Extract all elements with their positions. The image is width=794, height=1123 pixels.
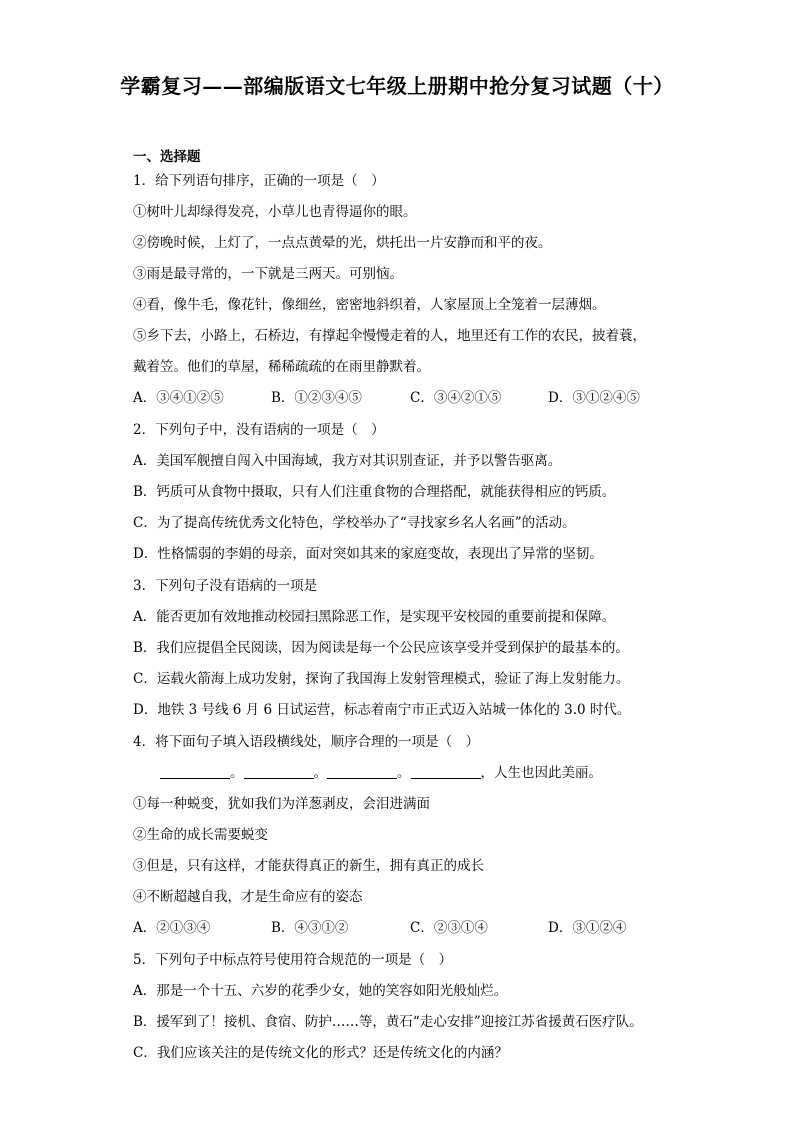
q5-option-a[interactable]: A．那是一个十五、六岁的花季少女，她的笑容如阳光般灿烂。 (133, 983, 508, 999)
question-5-stem: 5．下列句子中标点符号使用符合规范的一项是（ ） (133, 952, 453, 968)
question-1-stem: 1．给下列语句排序，正确的一项是（ ） (133, 173, 385, 189)
q1-option-c[interactable]: C．③④②①⑤ (410, 390, 502, 406)
section-heading: 一、选择题 (133, 149, 201, 165)
q2-option-d[interactable]: D．性格懦弱的李娟的母亲，面对突如其来的家庭变故，表现出了异常的坚韧。 (133, 546, 603, 562)
q1-sentence-2: ②傍晚时候，上灯了，一点点黄晕的光，烘托出一片安静而和平的夜。 (133, 235, 552, 251)
q3-option-c[interactable]: C．运载火箭海上成功发射，探询了我国海上发射管理模式，验证了海上发射能力。 (133, 671, 630, 687)
blank-3[interactable] (327, 764, 397, 779)
question-3-stem: 3．下列句子没有语病的一项是 (133, 578, 318, 594)
blank-1[interactable] (160, 764, 230, 779)
q4-sentence-3: ③但是，只有这样，才能获得真正的新生，拥有真正的成长 (133, 858, 484, 874)
q4-sentence-1: ①每一种蜕变，犹如我们为洋葱剥皮，会泪进满面 (133, 796, 430, 812)
q4-option-c[interactable]: C．②③①④ (410, 920, 488, 936)
q4-sentence-4: ④不断超越自我，才是生命应有的姿态 (133, 889, 363, 905)
q4-option-b[interactable]: B．④③①② (271, 920, 349, 936)
q3-option-b[interactable]: B．我们应提倡全民阅读，因为阅读是每一个公民应该享受并受到保护的最基本的。 (133, 640, 629, 656)
q3-option-a[interactable]: A．能否更加有效地推动校园扫黑除恶工作，是实现平安校园的重要前提和保障。 (133, 609, 616, 625)
q1-sentence-5a: ⑤乡下去，小路上，石桥边，有撑起伞慢慢走着的人，地里还有工作的农民，披着蓑， (133, 328, 646, 344)
q3-option-d[interactable]: D．地铁 3 号线 6 月 6 日试运营，标志着南宁市正式迈入站城一体化的 3.0 时代。 (133, 702, 631, 718)
q1-sentence-1: ①树叶儿却绿得发亮，小草儿也青得逼你的眼。 (133, 204, 417, 220)
q4-option-a[interactable]: A．②①③④ (133, 920, 211, 936)
q2-option-a[interactable]: A．美国军舰擅自闯入中国海域，我方对其识别查证，并予以警告驱离。 (133, 453, 562, 469)
q2-option-b[interactable]: B．钙质可从食物中摄取，只有人们注重食物的合理搭配，就能获得相应的钙质。 (133, 484, 616, 500)
q1-sentence-4: ④看，像牛毛，像花针，像细丝，密密地斜织着，人家屋顶上全笼着一层薄烟。 (133, 297, 606, 313)
q1-sentence-3: ③雨是最寻常的，一下就是三两天。可别恼。 (133, 266, 403, 282)
q1-option-d[interactable]: D．③①②④⑤ (548, 390, 640, 406)
q4-option-d[interactable]: D．③①②④ (548, 920, 627, 936)
q1-sentence-5b: 戴着笠。他们的草屋，稀稀疏疏的在雨里静默着。 (133, 359, 430, 375)
q2-option-c[interactable]: C．为了提高传统优秀文化特色，学校举办了“寻找家乡名人名画”的活动。 (133, 515, 576, 531)
q1-option-b[interactable]: B．①②③④⑤ (271, 390, 362, 406)
page-title: 学霸复习——部编版语文七年级上册期中抢分复习试题（十） (120, 74, 674, 98)
q5-option-c[interactable]: C．我们应该关注的是传统文化的形式？还是传统文化的内涵？ (133, 1045, 508, 1061)
q4-sentence-2: ②生命的成长需要蜕变 (133, 827, 268, 843)
blank-4[interactable] (411, 764, 481, 779)
q1-option-a[interactable]: A．③④①②⑤ (133, 390, 224, 406)
q4-fill-in-line: 。 。 。 ，人生也因此美丽。 (160, 764, 602, 782)
question-4-stem: 4．将下面句子填入语段横线处，顺序合理的一项是（ ） (133, 734, 480, 750)
question-2-stem: 2．下列句子中，没有语病的一项是（ ） (133, 422, 385, 438)
blank-2[interactable] (244, 764, 314, 779)
q4-tail-text: ，人生也因此美丽。 (480, 765, 602, 781)
q5-option-b[interactable]: B．援军到了！接机、食宿、防护……等，黄石“走心安排”迎接江苏省援黄石医疗队。 (133, 1014, 643, 1030)
